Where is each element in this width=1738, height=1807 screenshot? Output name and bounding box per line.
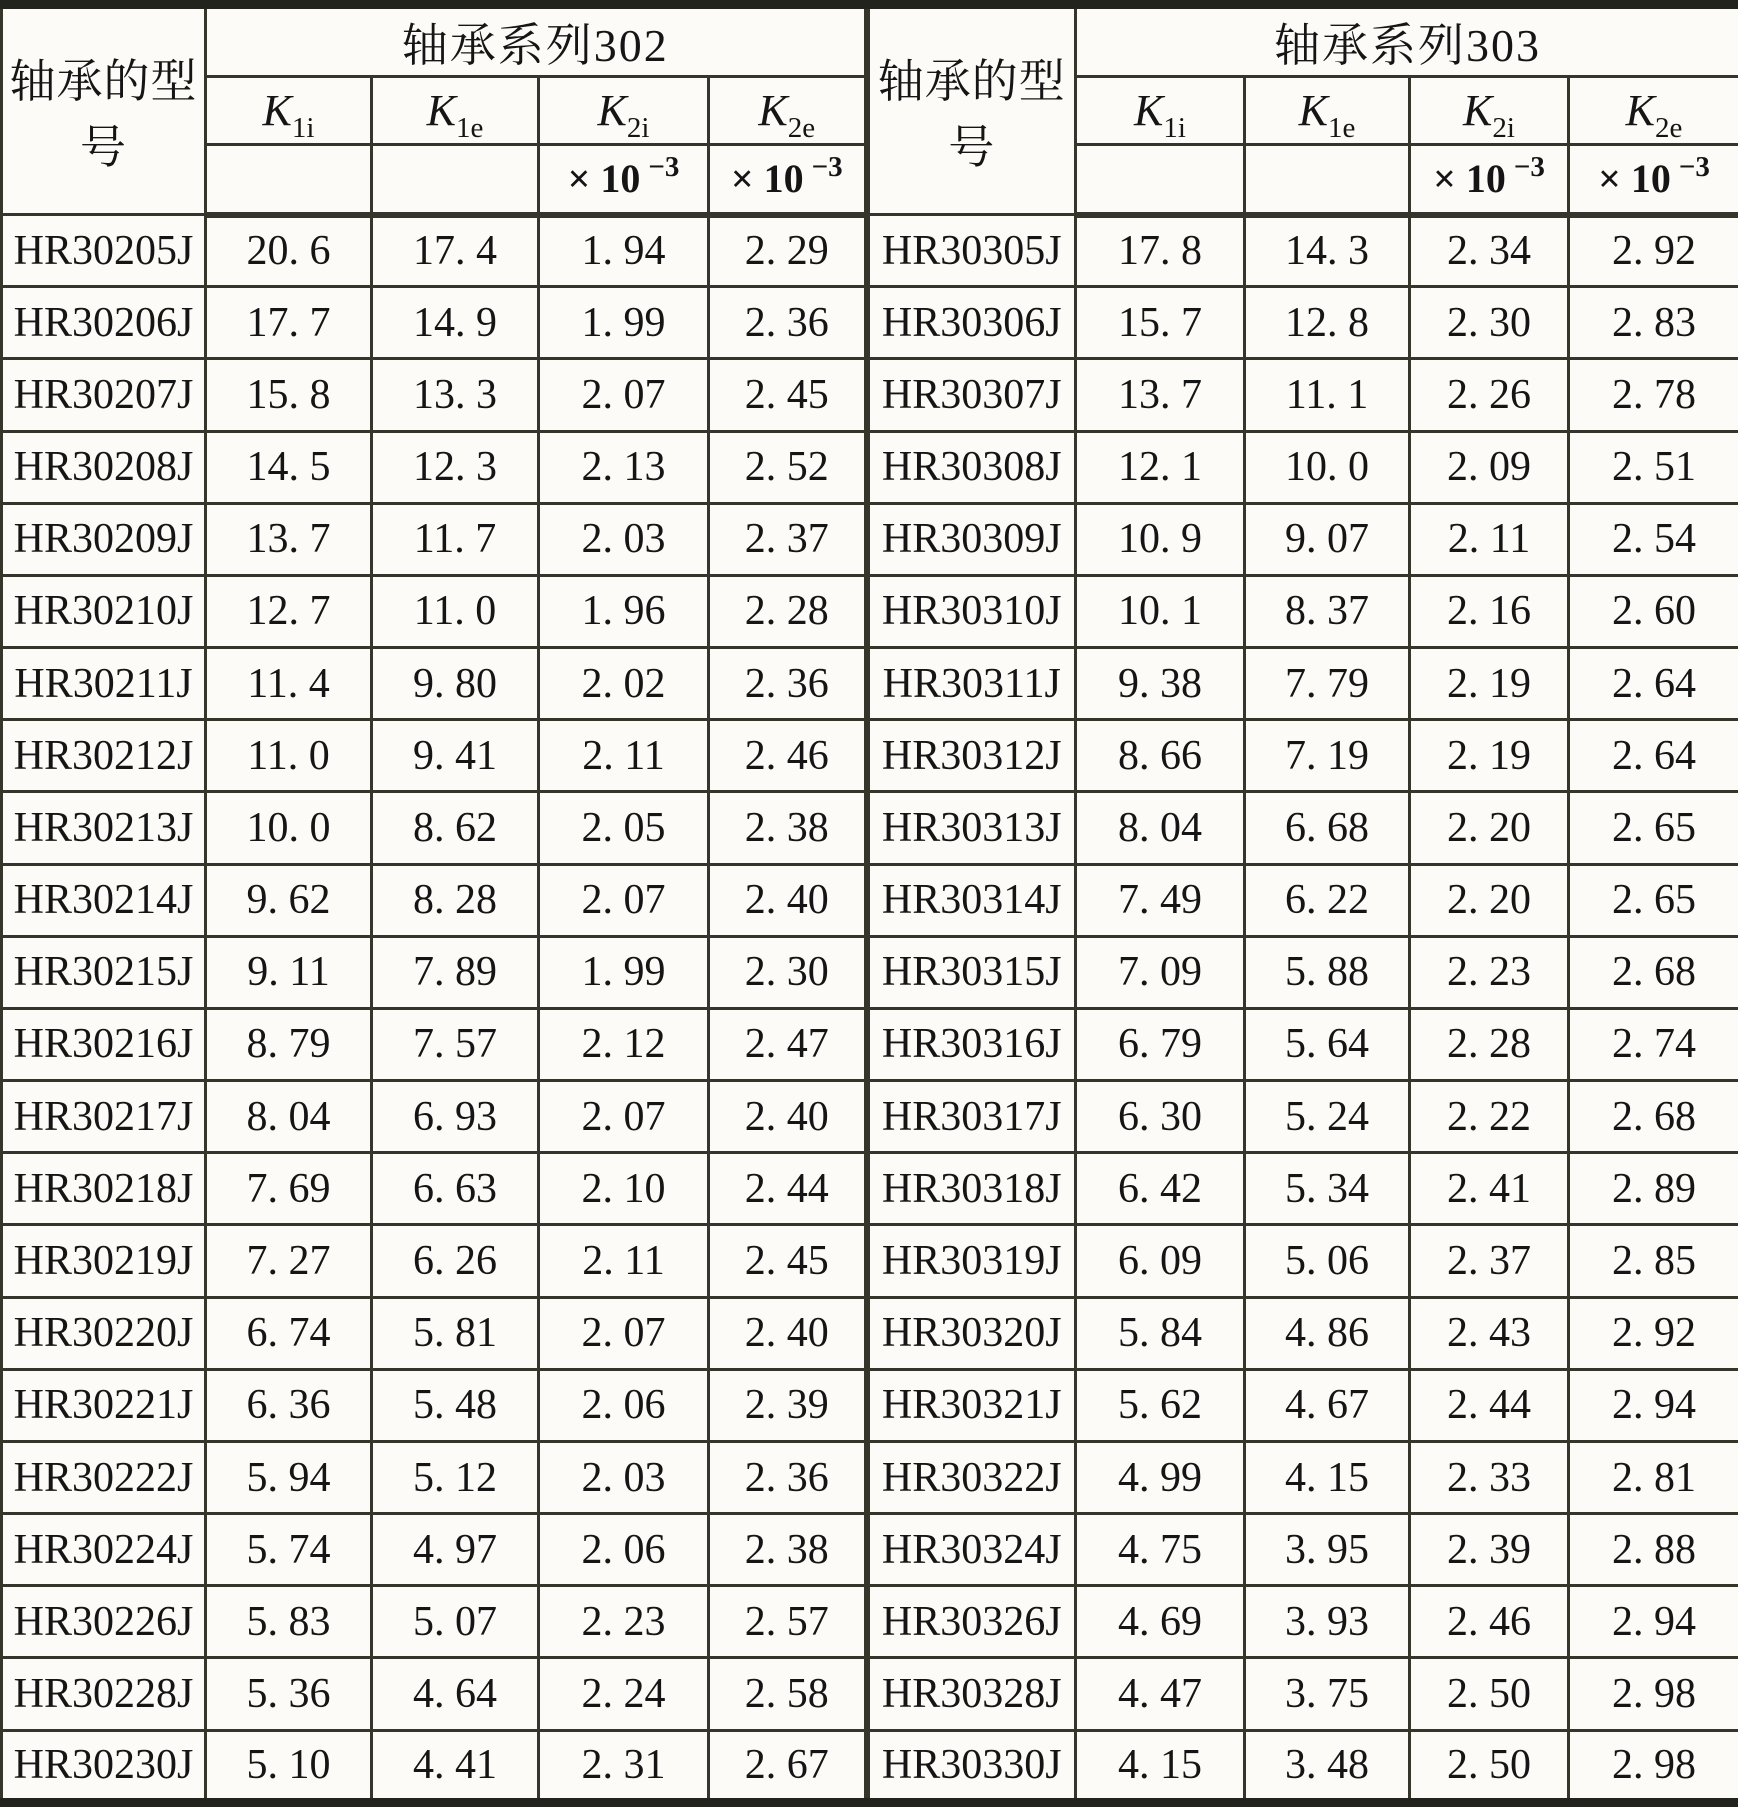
value-cell: 2. 52 — [709, 431, 867, 503]
value-cell: 2. 64 — [1569, 648, 1738, 720]
value-cell: 11. 1 — [1245, 359, 1410, 431]
value-cell: 2. 02 — [539, 648, 709, 720]
value-cell: 5. 94 — [206, 1441, 372, 1513]
value-cell: 4. 67 — [1245, 1369, 1410, 1441]
value-cell: 8. 37 — [1245, 575, 1410, 647]
value-cell: 2. 94 — [1569, 1369, 1738, 1441]
table-row — [2, 1008, 1738, 1080]
value-cell: 2. 06 — [539, 1514, 709, 1586]
value-cell: 9. 62 — [206, 864, 372, 936]
value-cell: 2. 29 — [709, 215, 867, 287]
k-subscript: 1i — [1163, 112, 1186, 144]
value-cell: 2. 37 — [709, 503, 867, 575]
empty-unit-cell — [1076, 145, 1245, 215]
bearing-model-cell: HR30315J — [867, 936, 1076, 1008]
bearing-model-cell: HR30211J — [2, 648, 206, 720]
table-row — [2, 936, 1738, 1008]
multiplier-base: × 10 — [730, 156, 804, 202]
value-cell: 1. 96 — [539, 575, 709, 647]
bearing-model-cell: HR30324J — [867, 1514, 1076, 1586]
table-body — [2, 215, 1738, 1803]
k-subscript: 1e — [455, 112, 484, 144]
table-row — [2, 864, 1738, 936]
value-cell: 14. 9 — [372, 287, 539, 359]
k-subscript: 1e — [1327, 112, 1356, 144]
value-cell: 5. 64 — [1245, 1008, 1410, 1080]
bearing-model-cell: HR30317J — [867, 1081, 1076, 1153]
multiplier-exponent: −3 — [648, 151, 680, 184]
value-cell: 11. 0 — [372, 575, 539, 647]
table-row — [2, 1441, 1738, 1513]
bearing-model-cell: HR30210J — [2, 575, 206, 647]
bearing-model-cell: HR30318J — [867, 1153, 1076, 1225]
value-cell: 12. 1 — [1076, 431, 1245, 503]
bearing-model-cell: HR30206J — [2, 287, 206, 359]
value-cell: 2. 94 — [1569, 1586, 1738, 1658]
model-column-header-left: 轴承的型号 — [2, 5, 206, 215]
value-cell: 2. 07 — [539, 864, 709, 936]
value-cell: 6. 93 — [372, 1081, 539, 1153]
multiplier-base: × 10 — [567, 156, 641, 202]
value-cell: 2. 20 — [1410, 792, 1569, 864]
table-row — [2, 575, 1738, 647]
value-cell: 2. 54 — [1569, 503, 1738, 575]
k-subscript: 2e — [787, 112, 816, 144]
value-cell: 2. 16 — [1410, 575, 1569, 647]
value-cell: 2. 40 — [709, 1297, 867, 1369]
bearing-model-cell: HR30314J — [867, 864, 1076, 936]
value-cell: 2. 28 — [1410, 1008, 1569, 1080]
value-cell: 2. 39 — [1410, 1514, 1569, 1586]
value-cell: 7. 79 — [1245, 648, 1410, 720]
table-row — [2, 1514, 1738, 1586]
value-cell: 5. 06 — [1245, 1225, 1410, 1297]
value-cell: 2. 11 — [1410, 503, 1569, 575]
k-subscript: 2i — [626, 112, 650, 144]
k-symbol: K — [758, 86, 788, 135]
value-cell: 4. 41 — [372, 1730, 539, 1802]
value-cell: 2. 47 — [709, 1008, 867, 1080]
multiplier-cell-k2i-303 — [1410, 145, 1569, 215]
value-cell: 2. 81 — [1569, 1441, 1738, 1513]
value-cell: 5. 88 — [1245, 936, 1410, 1008]
value-cell: 2. 19 — [1410, 648, 1569, 720]
table-row — [2, 1153, 1738, 1225]
bearing-model-cell: HR30224J — [2, 1514, 206, 1586]
value-cell: 7. 49 — [1076, 864, 1245, 936]
value-cell: 8. 28 — [372, 864, 539, 936]
bearing-model-cell: HR30214J — [2, 864, 206, 936]
value-cell: 5. 74 — [206, 1514, 372, 1586]
value-cell: 2. 46 — [709, 720, 867, 792]
k1i-header-303 — [1076, 77, 1245, 145]
value-cell: 13. 7 — [206, 503, 372, 575]
k2i-header-302 — [539, 77, 709, 145]
value-cell: 2. 50 — [1410, 1658, 1569, 1730]
bearing-model-cell: HR30330J — [867, 1730, 1076, 1802]
bearing-model-cell: HR30209J — [2, 503, 206, 575]
bearing-model-cell: HR30220J — [2, 1297, 206, 1369]
value-cell: 13. 7 — [1076, 359, 1245, 431]
value-cell: 3. 48 — [1245, 1730, 1410, 1802]
k-subscript: 2i — [1492, 112, 1515, 144]
value-cell: 11. 0 — [206, 720, 372, 792]
bearing-model-cell: HR30212J — [2, 720, 206, 792]
value-cell: 6. 36 — [206, 1369, 372, 1441]
value-cell: 6. 42 — [1076, 1153, 1245, 1225]
value-cell: 2. 98 — [1569, 1730, 1738, 1802]
value-cell: 2. 33 — [1410, 1441, 1569, 1513]
value-cell: 2. 23 — [539, 1586, 709, 1658]
k-symbol: K — [597, 86, 627, 135]
k-symbol: K — [262, 86, 292, 135]
value-cell: 2. 85 — [1569, 1225, 1738, 1297]
value-cell: 2. 22 — [1410, 1081, 1569, 1153]
value-cell: 5. 36 — [206, 1658, 372, 1730]
table-row — [2, 431, 1738, 503]
table-row — [2, 648, 1738, 720]
value-cell: 4. 86 — [1245, 1297, 1410, 1369]
value-cell: 2. 37 — [1410, 1225, 1569, 1297]
bearing-model-cell: HR30217J — [2, 1081, 206, 1153]
value-cell: 2. 30 — [1410, 287, 1569, 359]
k1i-header-302 — [206, 77, 372, 145]
value-cell: 2. 07 — [539, 1081, 709, 1153]
value-cell: 2. 38 — [709, 1514, 867, 1586]
value-cell: 2. 50 — [1410, 1730, 1569, 1802]
value-cell: 2. 92 — [1569, 215, 1738, 287]
value-cell: 2. 51 — [1569, 431, 1738, 503]
value-cell: 1. 99 — [539, 936, 709, 1008]
table-row — [2, 1586, 1738, 1658]
table-header — [2, 5, 1738, 215]
value-cell: 9. 11 — [206, 936, 372, 1008]
bearing-model-cell: HR30322J — [867, 1441, 1076, 1513]
value-cell: 2. 88 — [1569, 1514, 1738, 1586]
value-cell: 10. 9 — [1076, 503, 1245, 575]
k-symbol: K — [1134, 86, 1164, 135]
value-cell: 8. 04 — [1076, 792, 1245, 864]
value-cell: 6. 30 — [1076, 1081, 1245, 1153]
value-cell: 8. 79 — [206, 1008, 372, 1080]
value-cell: 20. 6 — [206, 215, 372, 287]
value-cell: 8. 04 — [206, 1081, 372, 1153]
value-cell: 4. 64 — [372, 1658, 539, 1730]
bearing-model-cell: HR30205J — [2, 215, 206, 287]
bearing-model-cell: HR30213J — [2, 792, 206, 864]
value-cell: 2. 83 — [1569, 287, 1738, 359]
table-row — [2, 1369, 1738, 1441]
bearing-model-cell: HR30230J — [2, 1730, 206, 1802]
value-cell: 8. 62 — [372, 792, 539, 864]
series-header-row — [2, 5, 1738, 77]
value-cell: 2. 78 — [1569, 359, 1738, 431]
value-cell: 5. 81 — [372, 1297, 539, 1369]
value-cell: 12. 7 — [206, 575, 372, 647]
value-cell: 6. 63 — [372, 1153, 539, 1225]
bearing-model-cell: HR30308J — [867, 431, 1076, 503]
value-cell: 2. 67 — [709, 1730, 867, 1802]
value-cell: 2. 34 — [1410, 215, 1569, 287]
value-cell: 2. 23 — [1410, 936, 1569, 1008]
value-cell: 5. 48 — [372, 1369, 539, 1441]
value-cell: 4. 97 — [372, 1514, 539, 1586]
value-cell: 4. 75 — [1076, 1514, 1245, 1586]
value-cell: 5. 34 — [1245, 1153, 1410, 1225]
table-row — [2, 720, 1738, 792]
value-cell: 4. 47 — [1076, 1658, 1245, 1730]
value-cell: 7. 09 — [1076, 936, 1245, 1008]
table-row — [2, 1225, 1738, 1297]
value-cell: 7. 19 — [1245, 720, 1410, 792]
value-cell: 5. 10 — [206, 1730, 372, 1802]
series-302-header: 轴承系列302 — [206, 5, 867, 77]
value-cell: 2. 03 — [539, 1441, 709, 1513]
value-cell: 2. 65 — [1569, 864, 1738, 936]
multiplier-exponent: −3 — [1513, 151, 1545, 184]
value-cell: 2. 24 — [539, 1658, 709, 1730]
model-column-header-right: 轴承的型号 — [867, 5, 1076, 215]
value-cell: 5. 62 — [1076, 1369, 1245, 1441]
multiplier-base: × 10 — [1598, 156, 1671, 202]
value-cell: 2. 68 — [1569, 1081, 1738, 1153]
multiplier-base: × 10 — [1433, 156, 1506, 202]
value-cell: 1. 94 — [539, 215, 709, 287]
multiplier-cell-k2i-302 — [539, 145, 709, 215]
bearing-model-cell: HR30228J — [2, 1658, 206, 1730]
k2e-header-302 — [709, 77, 867, 145]
value-cell: 2. 03 — [539, 503, 709, 575]
bearing-model-cell: HR30207J — [2, 359, 206, 431]
bearing-model-cell: HR30305J — [867, 215, 1076, 287]
value-cell: 6. 09 — [1076, 1225, 1245, 1297]
value-cell: 2. 36 — [709, 1441, 867, 1513]
value-cell: 17. 7 — [206, 287, 372, 359]
bearing-model-cell: HR30319J — [867, 1225, 1076, 1297]
value-cell: 8. 66 — [1076, 720, 1245, 792]
table-row — [2, 359, 1738, 431]
value-cell: 2. 07 — [539, 1297, 709, 1369]
value-cell: 2. 10 — [539, 1153, 709, 1225]
value-cell: 5. 12 — [372, 1441, 539, 1513]
value-cell: 2. 98 — [1569, 1658, 1738, 1730]
bearing-model-cell: HR30320J — [867, 1297, 1076, 1369]
value-cell: 14. 3 — [1245, 215, 1410, 287]
value-cell: 12. 8 — [1245, 287, 1410, 359]
value-cell: 2. 26 — [1410, 359, 1569, 431]
value-cell: 10. 0 — [206, 792, 372, 864]
value-cell: 2. 43 — [1410, 1297, 1569, 1369]
value-cell: 10. 1 — [1076, 575, 1245, 647]
k-symbol: K — [426, 86, 456, 135]
bearing-model-cell: HR30321J — [867, 1369, 1076, 1441]
value-cell: 7. 69 — [206, 1153, 372, 1225]
value-cell: 2. 65 — [1569, 792, 1738, 864]
value-cell: 17. 8 — [1076, 215, 1245, 287]
value-cell: 15. 7 — [1076, 287, 1245, 359]
bearing-model-cell: HR30313J — [867, 792, 1076, 864]
value-cell: 7. 27 — [206, 1225, 372, 1297]
value-cell: 2. 06 — [539, 1369, 709, 1441]
value-cell: 2. 09 — [1410, 431, 1569, 503]
value-cell: 2. 44 — [1410, 1369, 1569, 1441]
value-cell: 10. 0 — [1245, 431, 1410, 503]
value-cell: 2. 60 — [1569, 575, 1738, 647]
value-cell: 5. 83 — [206, 1586, 372, 1658]
table-row — [2, 503, 1738, 575]
value-cell: 2. 31 — [539, 1730, 709, 1802]
value-cell: 2. 11 — [539, 1225, 709, 1297]
value-cell: 6. 74 — [206, 1297, 372, 1369]
value-cell: 2. 07 — [539, 359, 709, 431]
bearing-model-cell: HR30326J — [867, 1586, 1076, 1658]
bearing-model-cell: HR30216J — [2, 1008, 206, 1080]
value-cell: 15. 8 — [206, 359, 372, 431]
value-cell: 2. 58 — [709, 1658, 867, 1730]
empty-unit-cell — [1245, 145, 1410, 215]
k-subscript: 1i — [291, 112, 315, 144]
value-cell: 2. 74 — [1569, 1008, 1738, 1080]
multiplier-cell-k2e-302 — [709, 145, 867, 215]
bearing-model-cell: HR30316J — [867, 1008, 1076, 1080]
bearing-model-cell: HR30221J — [2, 1369, 206, 1441]
bearing-model-cell: HR30208J — [2, 431, 206, 503]
value-cell: 6. 68 — [1245, 792, 1410, 864]
value-cell: 2. 13 — [539, 431, 709, 503]
value-cell: 2. 45 — [709, 1225, 867, 1297]
value-cell: 9. 41 — [372, 720, 539, 792]
bearing-model-cell: HR30218J — [2, 1153, 206, 1225]
value-cell: 9. 38 — [1076, 648, 1245, 720]
value-cell: 2. 28 — [709, 575, 867, 647]
value-cell: 2. 44 — [709, 1153, 867, 1225]
value-cell: 4. 69 — [1076, 1586, 1245, 1658]
table-row — [2, 1081, 1738, 1153]
table-row — [2, 1297, 1738, 1369]
value-cell: 17. 4 — [372, 215, 539, 287]
bearing-model-cell: HR30226J — [2, 1586, 206, 1658]
value-cell: 6. 26 — [372, 1225, 539, 1297]
k2i-header-303 — [1410, 77, 1569, 145]
k1e-header-303 — [1245, 77, 1410, 145]
multiplier-cell-k2e-303 — [1569, 145, 1738, 215]
value-cell: 2. 41 — [1410, 1153, 1569, 1225]
empty-unit-cell — [372, 145, 539, 215]
bearing-model-cell: HR30310J — [867, 575, 1076, 647]
value-cell: 2. 57 — [709, 1586, 867, 1658]
value-cell: 12. 3 — [372, 431, 539, 503]
bearing-model-cell: HR30306J — [867, 287, 1076, 359]
value-cell: 7. 57 — [372, 1008, 539, 1080]
value-cell: 4. 15 — [1076, 1730, 1245, 1802]
value-cell: 9. 07 — [1245, 503, 1410, 575]
bearing-model-cell: HR30328J — [867, 1658, 1076, 1730]
k-symbol: K — [1625, 86, 1655, 135]
value-cell: 3. 93 — [1245, 1586, 1410, 1658]
value-cell: 6. 22 — [1245, 864, 1410, 936]
value-cell: 2. 38 — [709, 792, 867, 864]
value-cell: 5. 84 — [1076, 1297, 1245, 1369]
k-symbol: K — [1463, 86, 1493, 135]
bearing-model-cell: HR30307J — [867, 359, 1076, 431]
value-cell: 14. 5 — [206, 431, 372, 503]
multiplier-exponent: −3 — [1678, 151, 1710, 184]
series-303-header: 轴承系列303 — [1076, 5, 1738, 77]
value-cell: 5. 07 — [372, 1586, 539, 1658]
value-cell: 4. 99 — [1076, 1441, 1245, 1513]
value-cell: 2. 05 — [539, 792, 709, 864]
value-cell: 9. 80 — [372, 648, 539, 720]
bearing-model-cell: HR30312J — [867, 720, 1076, 792]
value-cell: 3. 95 — [1245, 1514, 1410, 1586]
k-subscript: 2e — [1654, 112, 1683, 144]
table-row — [2, 1730, 1738, 1802]
value-cell: 5. 24 — [1245, 1081, 1410, 1153]
value-cell: 2. 36 — [709, 287, 867, 359]
multiplier-exponent: −3 — [811, 151, 843, 184]
table-row — [2, 1658, 1738, 1730]
value-cell: 2. 12 — [539, 1008, 709, 1080]
value-cell: 2. 64 — [1569, 720, 1738, 792]
empty-unit-cell — [206, 145, 372, 215]
table-row — [2, 287, 1738, 359]
bearing-model-cell: HR30309J — [867, 503, 1076, 575]
value-cell: 2. 40 — [709, 1081, 867, 1153]
value-cell: 4. 15 — [1245, 1441, 1410, 1513]
k2e-header-303 — [1569, 77, 1738, 145]
bearing-model-cell: HR30222J — [2, 1441, 206, 1513]
k-symbol: K — [1298, 86, 1328, 135]
value-cell: 1. 99 — [539, 287, 709, 359]
value-cell: 3. 75 — [1245, 1658, 1410, 1730]
value-cell: 6. 79 — [1076, 1008, 1245, 1080]
value-cell: 2. 89 — [1569, 1153, 1738, 1225]
value-cell: 2. 30 — [709, 936, 867, 1008]
value-cell: 2. 45 — [709, 359, 867, 431]
value-cell: 2. 19 — [1410, 720, 1569, 792]
k1e-header-302 — [372, 77, 539, 145]
table-row — [2, 215, 1738, 287]
value-cell: 2. 40 — [709, 864, 867, 936]
value-cell: 2. 39 — [709, 1369, 867, 1441]
bearing-model-cell: HR30311J — [867, 648, 1076, 720]
value-cell: 2. 20 — [1410, 864, 1569, 936]
value-cell: 2. 92 — [1569, 1297, 1738, 1369]
table-row — [2, 792, 1738, 864]
value-cell: 2. 46 — [1410, 1586, 1569, 1658]
value-cell: 2. 11 — [539, 720, 709, 792]
value-cell: 7. 89 — [372, 936, 539, 1008]
bearing-model-cell: HR30219J — [2, 1225, 206, 1297]
value-cell: 11. 4 — [206, 648, 372, 720]
bearing-model-cell: HR30215J — [2, 936, 206, 1008]
value-cell: 2. 68 — [1569, 936, 1738, 1008]
value-cell: 2. 36 — [709, 648, 867, 720]
value-cell: 13. 3 — [372, 359, 539, 431]
value-cell: 11. 7 — [372, 503, 539, 575]
